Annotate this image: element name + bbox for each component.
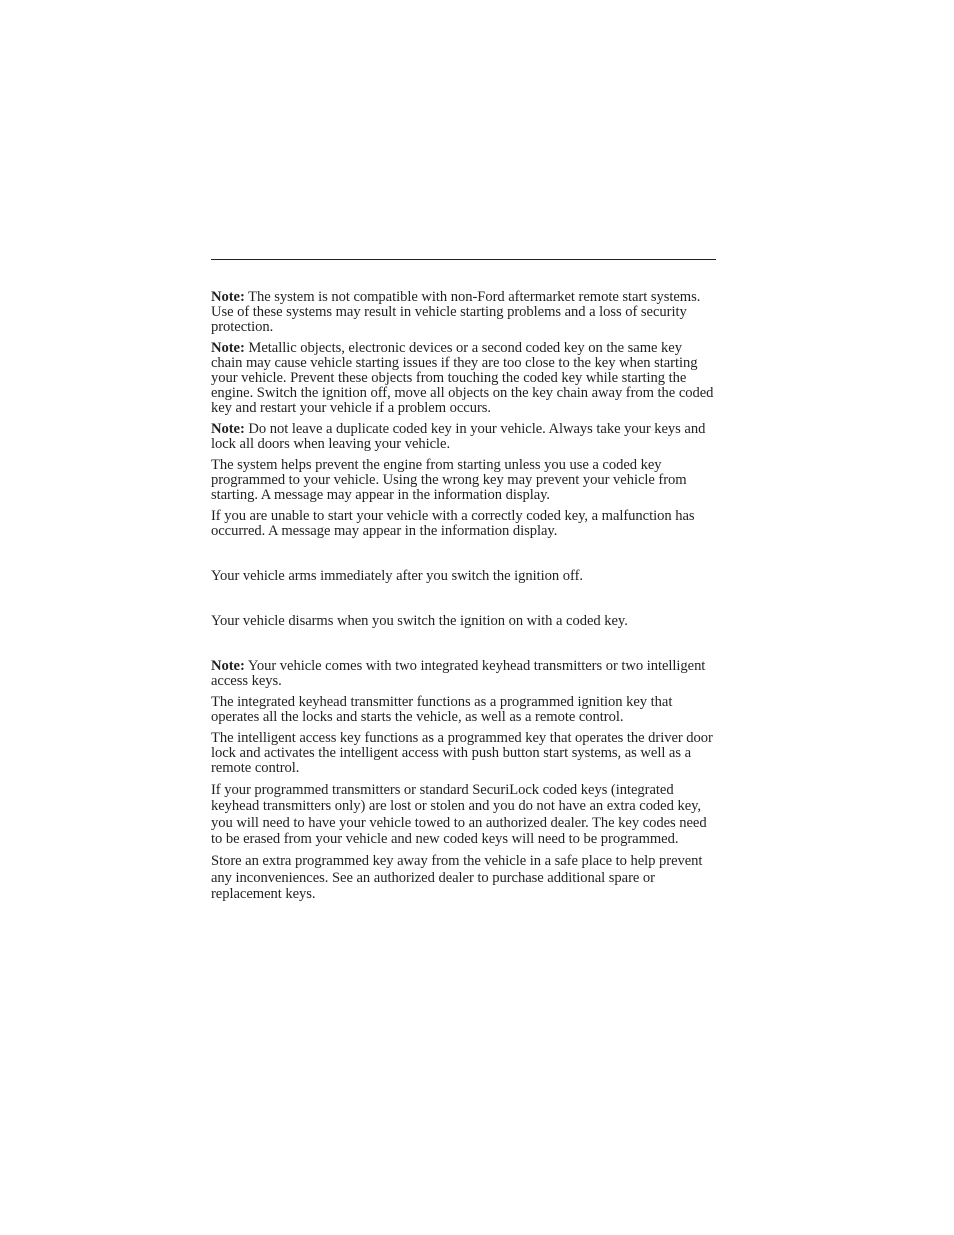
paragraph-spare-key: Store an extra programmed key away from the vehicle in a safe place to help prevent any inconveniences. See an authorized dealer to purchase additional spare or replacement keys.	[211, 853, 703, 903]
paragraph-system-description: The system helps prevent the engine from starting unless you use a coded key programmed to your vehicle. Using the wrong key may prevent your vehicle from starting. A message may appear in the information display.	[211, 457, 687, 503]
note-text: Metallic objects, electronic devices or a second coded key on the same key chain may cause vehicle starting issues if they are too close to the key when starting your vehicle. Prevent these objects from touching the coded key while starting the engine. Switch the ignition off, move all objects on the key chain away from the coded key and restart your vehicle if a problem occurs.	[211, 340, 714, 416]
paragraph-intelligent-access: The intelligent access key functions as a programmed key that operates the driver door lock and activates the intelligent access with push button start systems, as well as a remote control.	[211, 730, 713, 776]
paragraph-integrated-keyhead: The integrated keyhead transmitter functions as a programmed ignition key that operates all the locks and starts the vehicle, as well as a remote control.	[211, 694, 673, 725]
note-text: Your vehicle comes with two integrated keyhead transmitters or two intelligent access keys.	[211, 658, 706, 689]
note-label: Note:	[211, 658, 245, 674]
note-label: Note:	[211, 289, 245, 305]
section-divider	[211, 259, 716, 260]
note-text: Do not leave a duplicate coded key in your vehicle. Always take your keys and lock all doors when leaving your vehicle.	[211, 421, 706, 452]
paragraph-disarming: Your vehicle disarms when you switch the ignition on with a coded key.	[211, 613, 628, 629]
note-duplicate-key	[211, 422, 716, 452]
note-label: Note:	[211, 421, 245, 437]
document-body	[211, 290, 716, 903]
paragraph-arming: Your vehicle arms immediately after you switch the ignition off.	[211, 568, 583, 584]
note-compatibility	[211, 290, 716, 335]
note-metallic-objects	[211, 341, 716, 416]
note-text: The system is not compatible with non-Ford aftermarket remote start systems. Use of these systems may result in vehicle starting problems and a loss of security protection.	[211, 289, 701, 335]
note-keys	[211, 659, 716, 689]
paragraph-lost-keys: If your programmed transmitters or standard SecuriLock coded keys (integrated keyhead transmitters only) are lost or stolen and you do not have an extra coded key, you will need to have your vehicle towed to an authorized dealer. The key codes need to be erased from your vehicle and new coded keys will need to be programmed.	[211, 782, 707, 847]
paragraph-malfunction: If you are unable to start your vehicle with a correctly coded key, a malfunction has occurred. A message may appear in the information display.	[211, 508, 695, 539]
note-label: Note:	[211, 340, 245, 356]
